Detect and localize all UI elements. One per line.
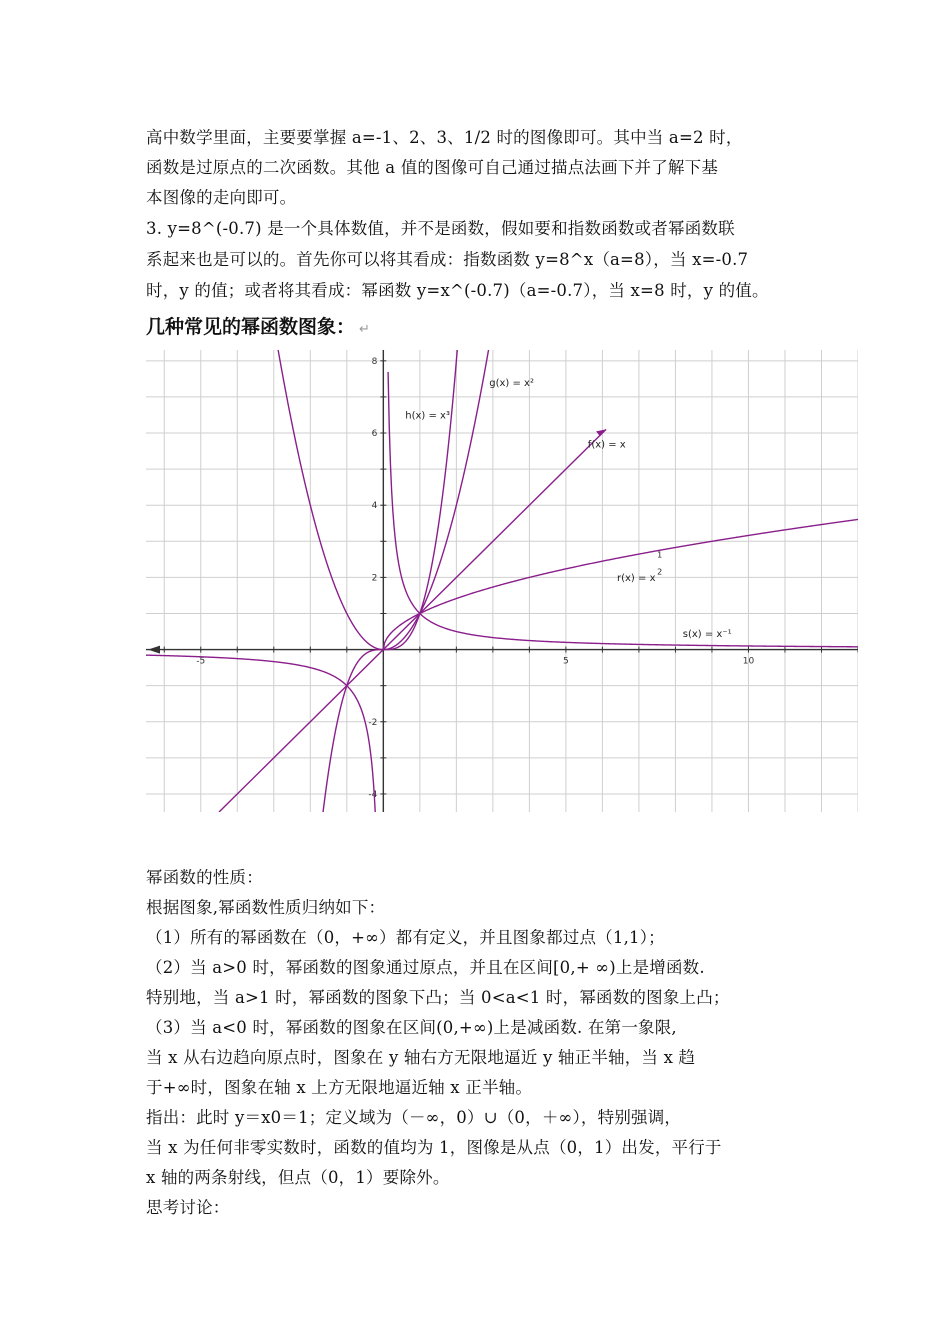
text-line: 当 x 从右边趋向原点时，图象在 y 轴右方无限地逼近 y 轴正半轴，当 x 趋 [146, 1048, 696, 1067]
text-line: 特别地，当 a>1 时，幂函数的图象下凸；当 0<a<1 时，幂函数的图象上凸； [146, 988, 730, 1007]
text-line: （3）当 a<0 时，幂函数的图象在区间(0,+∞)上是减函数. 在第一象限, [146, 1018, 677, 1037]
text-line: 函数是过原点的二次函数。其他 a 值的图像可自己通过描点法画下并了解下基 [146, 158, 719, 177]
y-tick-label: 2 [371, 573, 378, 584]
label-r-exponent-denominator: 2 [657, 567, 663, 577]
text-line: x 轴的两条射线，但点（0，1）要除外。 [146, 1168, 450, 1187]
y-tick-label: -2 [368, 717, 378, 728]
x-tick-label: 10 [742, 656, 755, 667]
text-line: 3. y=8^(-0.7) 是一个具体数值，并不是函数，假如要和指数函数或者幂函数联 [146, 219, 735, 238]
curve-r-sqrt [383, 519, 858, 649]
text-line: 幂函数的性质： [146, 868, 263, 887]
y-tick-label: 4 [371, 501, 378, 512]
label-h: h(x) = x³ [405, 410, 450, 422]
text-line: （2）当 a>0 时，幂函数的图象通过原点，并且在区间[0,+ ∞)上是增函数. [146, 958, 705, 977]
y-tick-label: -4 [368, 789, 378, 800]
y-tick-label: 6 [371, 429, 378, 440]
text-line: 于+∞时，图象在轴 x 上方无限地逼近轴 x 正半轴。 [146, 1078, 533, 1097]
section-heading [146, 312, 370, 339]
x-axis-arrow-icon [148, 646, 160, 654]
label-s: s(x) = x⁻¹ [682, 628, 732, 640]
label-r: r(x) = x [617, 573, 656, 584]
y-tick-label: 8 [371, 356, 378, 367]
text-line: 根据图象,幂函数性质归纳如下： [146, 898, 386, 917]
x-tick-label: -5 [196, 656, 206, 667]
curve-s-reciprocal-left [146, 655, 376, 812]
curve-s-reciprocal-right [388, 372, 858, 647]
heading-text: 几种常见的幂函数图象： [146, 316, 356, 338]
label-g: g(x) = x² [489, 378, 534, 390]
curve-f-identity [219, 429, 606, 812]
text-line: 当 x 为任何非零实数时，函数的值均为 1，图像是从点（0，1）出发，平行于 [146, 1138, 722, 1157]
label-r-exponent-numerator: 1 [657, 550, 663, 560]
text-line: 思考讨论： [146, 1198, 230, 1217]
x-tick-label: 5 [563, 656, 569, 667]
text-line: 本图像的走向即可。 [146, 188, 297, 207]
text-line: 高中数学里面，主要要掌握 a=-1、2、3、1/2 时的图像即可。其中当 a=2 时， [146, 128, 743, 147]
text-line: 时，y 的值；或者将其看成：幂函数 y=x^(-0.7)（a=-0.7），当 x=8 时，y 的值。 [146, 281, 769, 300]
text-line: （1）所有的幂函数在（0，+∞）都有定义，并且图象都过点（1,1）； [146, 928, 665, 947]
text-line: 指出：此时 y＝x0＝1；定义域为（－∞，0）∪（0，＋∞），特别强调， [146, 1108, 682, 1127]
power-function-chart [146, 350, 858, 812]
label-f: f(x) = x [587, 439, 626, 451]
paragraph-mark-icon: ↵ [359, 322, 370, 337]
text-line: 系起来也是可以的。首先你可以将其看成：指数函数 y=8^x（a=8），当 x=-0.7 [146, 250, 749, 269]
